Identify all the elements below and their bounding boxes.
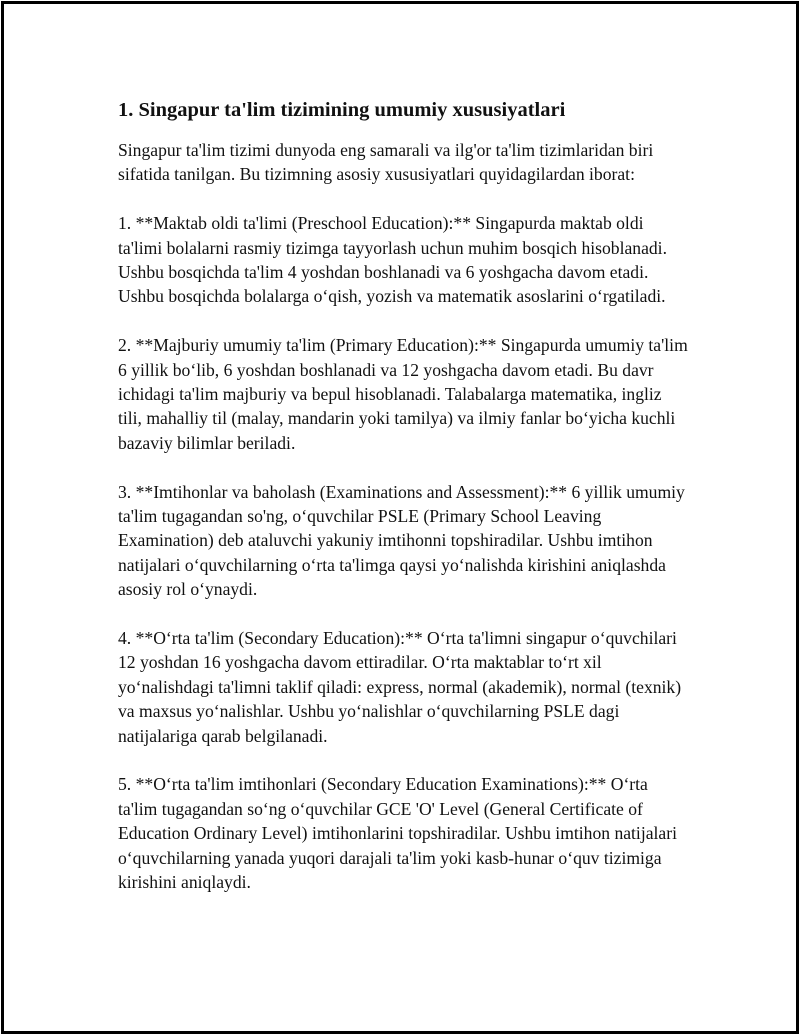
document-title: 1. Singapur ta'lim tizimining umumiy xususiyatlari xyxy=(118,99,566,121)
paragraph-secondary: 4. **Oʻrta ta'lim (Secondary Education):** Oʻrta ta'limni singapur oʻquvchilari 12 yoshdan 16 yoshgacha davom ettiradilar. Oʻrta maktablar toʻrt xil yoʻnalishdagi ta'limni taklif qiladi: express, normal (akademik), normal (texnik) va maxsus yoʻnalishlar. Ushbu yoʻnalishlar oʻquvchilarning PSLE dagi natijalariga qarab belgilanadi. xyxy=(118,628,682,746)
document-body xyxy=(118,96,688,919)
page-frame xyxy=(1,1,799,1034)
paragraph-secondary-exams: 5. **Oʻrta ta'lim imtihonlari (Secondary Education Examinations):** Oʻrta ta'lim tugagandan soʻng oʻquvchilar GCE 'O' Level (General Certificate of Education Ordinary Level) imtihonlarini topshiradilar. Ushbu imtihon natijalari oʻquvchilarning yanada yuqori darajali ta'lim yoki kasb-hunar oʻquv tizimiga kirishini aniqlaydi. xyxy=(118,774,677,893)
paragraph-examinations: 3. **Imtihonlar va baholash (Examinations and Assessment):** 6 yillik umumiy ta'lim tugagandan so'ng, oʻquvchilar PSLE (Primary School Leaving Examination) deb ataluvchi yakuniy imtihonni topshiradilar. Ushbu imtihon natijalari oʻquvchilarning oʻrta ta'limga qaysi yoʻnalishda kirishini aniqlashda asosiy rol oʻynaydi. xyxy=(118,481,685,600)
paragraph-primary: 2. **Majburiy umumiy ta'lim (Primary Education):** Singapurda umumiy ta'lim 6 yillik boʻlib, 6 yoshdan boshlanadi va 12 yoshgacha davom etadi. Bu davr ichidagi ta'lim majburiy va bepul hisoblanadi. Talabalarga matematika, ingliz tili, mahalliy til (malay, mandarin yoki tamilya) va ilmiy fanlar boʻyicha kuchli bazaviy bilimlar beriladi. xyxy=(118,335,688,453)
intro-paragraph: Singapur ta'lim tizimi dunyoda eng samarali va ilg'or ta'lim tizimlaridan biri sifatida tanilgan. Bu tizimning asosiy xususiyatlari quyidagilardan iborat: xyxy=(118,140,654,185)
paragraph-preschool: 1. **Maktab oldi ta'limi (Preschool Education):** Singapurda maktab oldi ta'limi bolalarni rasmiy tizimga tayyorlash uchun muhim bosqich hisoblanadi. Ushbu bosqichda ta'lim 4 yoshdan boshlanadi va 6 yoshgacha davom etadi. Ushbu bosqichda bolalarga oʻqish, yozish va matematik asoslarini oʻrgatiladi. xyxy=(118,213,667,307)
